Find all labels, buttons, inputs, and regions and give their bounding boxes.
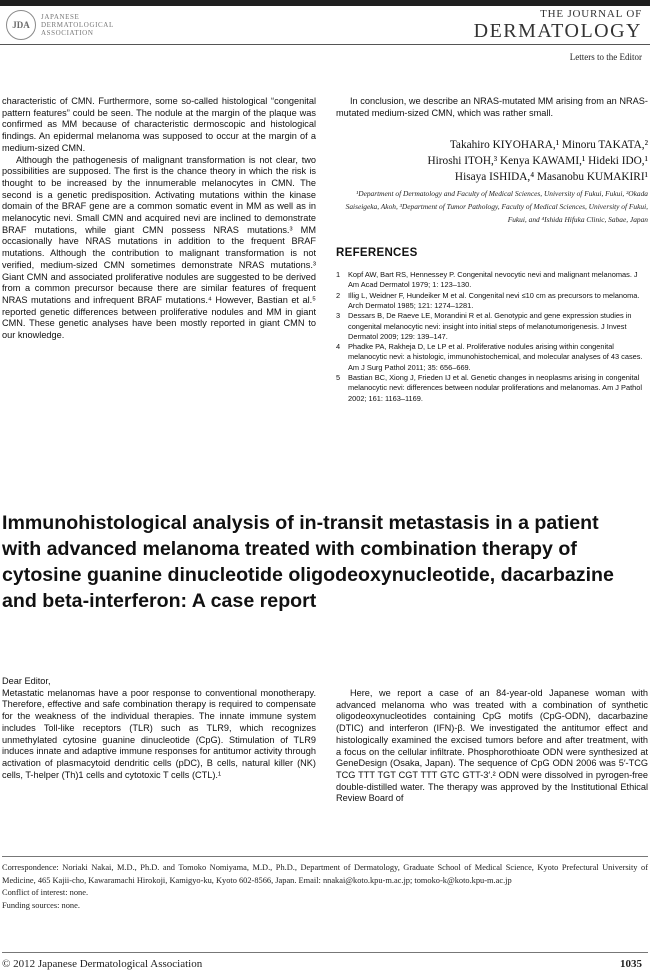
copyright: © 2012 Japanese Dermatological Association — [2, 958, 203, 970]
reference-item — [336, 291, 648, 312]
reference-number: 1 — [336, 270, 341, 280]
article-title: Immunohistological analysis of in-transit metastasis in a patient with advanced melanoma treated with combination therapy of cytosine guanine dinucleotide oligodeoxynucleotide, dacarbazine and beta-interferon: A case report — [2, 512, 614, 612]
footnote — [2, 862, 648, 912]
reference-item — [336, 342, 648, 373]
paragraph: Although the pathogenesis of malignant transformation is not clear, two possibilities are supposed. The first is the chance theory in which the risk is thought to be increased by the innumerable melanocytes in CMN. The second is a genetic predisposition. Activating mutations within the kinase domain of the BRAF gene are a common somatic event in MM as well as in melanocytic nevi. Small CMN and acquired nevi are inclined to demonstrate BRAF mutations, while giant CMN possess NRAS mutations.³ MM occasionally have NRAS mutations in addition to the frequent BRAF mutations. Although the contribution to malignant transformation is not verified, medium-sized CMN sometimes demonstrate NRAS mutations.³ Giant CMN and associated proliferative nodules are suggested to be derived from a common precursor because there are similar features of frequent NRAS mutations and infrequent BRAF mutations.⁴ However, Bastian et al.⁵ reported genetic differences between proliferative nodules and MM in giant CMN. These genetic analyses have been mostly reported in giant CMN to our knowledge. — [2, 154, 316, 341]
journal-title — [474, 8, 642, 41]
page-number: 1035 — [620, 958, 642, 970]
reference-item — [336, 311, 648, 342]
author-affiliations: ¹Department of Dermatology and Faculty of Medical Sciences, University of Fukui, Fukui, ²Okada Saiseigeka, Akoh, ³Department of Tumor Pathology, Faculty of Medical Sciences, University of Fukui, Fukui, and ⁴Ishida Hifuka Clinic, Sabae, Japan — [345, 189, 648, 225]
conflict-of-interest: Conflict of interest: none. — [2, 888, 89, 897]
reference-text: Kopf AW, Bart RS, Hennessey P. Congenital nevocytic nevi and malignant melanomas. J Am Acad Dermatol 1979; 1: 123–130. — [348, 270, 638, 290]
top-bar — [0, 0, 650, 6]
reference-text: Bastian BC, Xiong J, Frieden IJ et al. Genetic changes in neoplasms arising in congenital melanocytic nevi: differences between nodular proliferations and melanomas. Am J Pathol 2002; 161: 1163–1169. — [348, 373, 643, 403]
footnote-divider — [2, 856, 648, 857]
paragraph: Here, we report a case of an 84-year-old Japanese woman with advanced melanoma who was treated with a combination of synthetic oligodeoxynucleotides containing CpG motifs (CpG-ODN), dacarbazine (DTIC) and interferon (IFN)-β. We investigated the antitumor effect and histologically examined the excised tumors before and after treatment, with a focus on the cellular infiltrate. Phosphorothioate ODN were synthesized at GeneDesign (Osaka, Japan). The sequence of CpG ODN 2006 was 5′-TCG TCG TTT TGT CGT TTT GTC GTT-3′.² ODN were dissolved in pyrogen-free double-distilled water. The therapy was approved by the Institutional Ethical Review Board of — [336, 688, 648, 804]
conclusion-paragraph: In conclusion, we describe an NRAS-mutated MM arising from an NRAS-mutated medium-sized CMN, which was rather small. — [336, 96, 648, 118]
bottom-right-column — [336, 688, 648, 805]
author-line: Hiroshi ITOH,³ Kenya KAWAMI,¹ Hideki IDO,¹ — [427, 155, 648, 168]
journal-name: DERMATOLOGY — [473, 20, 642, 42]
reference-number: 5 — [336, 373, 341, 383]
funding-sources: Funding sources: none. — [2, 900, 80, 910]
reference-list — [336, 270, 648, 404]
bottom-left-column — [2, 676, 316, 781]
reference-text: Phadke PA, Rakheja D, Le LP et al. Proliferative nodules arising within congenital melanocytic nevi: a histologic, immunohistochemical, and molecular analyses of 43 cases. Am J Surg Pathol 2011; 35: 656–669. — [348, 342, 643, 372]
reference-number: 4 — [336, 342, 341, 352]
section-label: Letters to the Editor — [569, 52, 642, 62]
references-heading: REFERENCES — [336, 247, 418, 260]
author-line: Hisaya ISHIDA,⁴ Masanobu KUMAKIRI¹ — [454, 171, 648, 184]
author-list — [336, 137, 648, 185]
paragraph: characteristic of CMN. Furthermore, some so-called histological “congenital pattern features” could be seen. The nodule at the margin of the plaque was confirmed as MM because of characteristic dermoscopic and histological findings. An epidermal melanoma was supposed to occur at the margin of a medium-sized CMN. — [2, 96, 316, 153]
reference-text: Illig L, Weidner F, Hundeiker M et al. Congenital nevi ≤10 cm as precursors to melanoma. Arch Dermatol 1985; 121: 1274–1281. — [348, 290, 640, 310]
reference-number: 3 — [336, 311, 341, 321]
reference-item — [336, 270, 648, 291]
reference-item — [336, 373, 648, 404]
salutation: Dear Editor, — [2, 676, 51, 686]
reference-text: Dessars B, De Raeve LE, Morandini R et al. Genotypic and gene expression studies in congenital melanocytic nevi: insight into initial steps of melanotumorigenesis. J Invest Dermatol 2009; 129: 139–147. — [348, 311, 632, 341]
publisher-logo — [6, 10, 114, 40]
author-line: Takahiro KIYOHARA,¹ Minoru TAKATA,² — [449, 139, 648, 152]
jda-seal-icon: JDA — [6, 10, 36, 40]
top-left-column — [2, 96, 316, 342]
header-divider — [0, 44, 650, 45]
paragraph: Metastatic melanomas have a poor response to conventional monotherapy. Therefore, effective and safe combination therapy is required to compensate for the weakness of the individual therapies. The innate immune system includes Toll-like receptors (TLR) such as TLR9, which recognizes unmethylated cytosine guanine dinucleotide (CpG). Stimulation of TLR9 induces innate and adaptive immune responses for antitumor activity through activation of plasmacytoid dendritic cells (pDC), B cells, natural killer (NK) cells, T-helper (Th)1 cells and cytotoxic T cells (CTL).¹ — [2, 687, 316, 780]
footer-divider — [2, 952, 648, 953]
journal-prefix: THE JOURNAL OF — [540, 8, 642, 20]
publisher-name: JAPANESE DERMATOLOGICAL ASSOCIATION — [41, 13, 114, 37]
reference-number: 2 — [336, 290, 341, 300]
top-right-column — [336, 96, 648, 404]
correspondence: Correspondence: Noriaki Nakai, M.D., Ph.D. and Tomoko Nomiyama, M.D., Ph.D., Department of Dermatology, Graduate School of Medical Science, Kyoto Prefectural University of Medicine, 465 Kajii-cho, Kawaramachi Hirokoji, Kamigyo-ku, Kyoto 602-8566, Japan. Email: nnakai@koto.kpu-m.ac.jp; tomoko-k@koto.kpu-m.ac.jp — [2, 863, 648, 885]
